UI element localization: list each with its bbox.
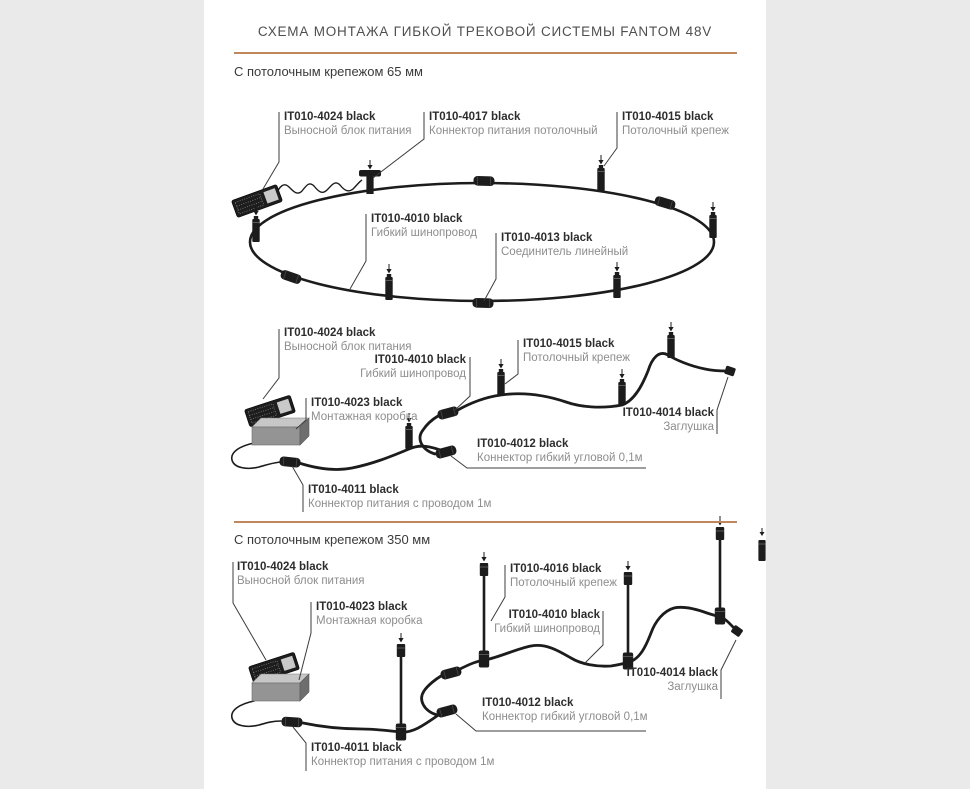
corner-connector-icon [440,666,463,681]
mounting-box-icon [252,674,309,701]
label-d2-power-connector: IT010-4011 black Коннектор питания с проводом 1м [308,484,492,510]
label-d1-track: IT010-4010 black Гибкий шинопровод [371,213,477,239]
linear-connector-icon [473,176,494,186]
divider-line [234,52,737,54]
ceiling-mount-icon [597,155,604,191]
power-connector-icon [281,716,303,727]
ceiling-rod-icon [396,633,406,741]
divider-line [234,521,737,523]
section-title-65mm: С потолочным крепежом 65 мм [234,64,423,79]
ceiling-mount-icon [613,262,620,298]
ceiling-mount-icon [709,202,716,238]
mounting-box-icon [252,418,309,445]
ceiling-mount-icon [667,322,674,358]
label-d3-track: IT010-4010 black Гибкий шинопровод [494,609,600,635]
ceiling-rod-icon [715,516,725,625]
label-d3-power-connector: IT010-4011 black Коннектор питания с проводом 1м [311,742,495,768]
label-d2-mounting-box: IT010-4023 black Монтажная коробка [311,397,418,423]
corner-connector-icon [436,704,459,719]
label-d3-ceiling-mount: IT010-4016 black Потолочный крепеж [510,563,617,589]
label-d2-track: IT010-4010 black Гибкий шинопровод [360,354,466,380]
ceiling-mount-icon [497,359,504,395]
label-d3-end-cap: IT010-4014 black Заглушка [626,667,718,693]
end-cap-icon [724,365,736,376]
label-d1-psu: IT010-4024 black Выносной блок питания [284,111,412,137]
corner-connector-icon [437,406,460,421]
corner-connector-icon [435,445,458,460]
diagram-ring-65mm [231,112,716,308]
label-d2-corner-connector: IT010-4012 black Коннектор гибкий угловой 0,1м [477,438,643,464]
ceiling-mount-icon [385,264,392,300]
loose-mount-icon [758,528,765,561]
label-d2-ceiling-mount: IT010-4015 black Потолочный крепеж [523,338,630,364]
page-title: СХЕМА МОНТАЖА ГИБКОЙ ТРЕКОВОЙ СИСТЕМЫ FANTOM 48V [257,24,713,39]
label-d1-linear-connector: IT010-4013 black Соединитель линейный [501,232,629,258]
linear-connector-icon [280,269,303,285]
ceiling-rod-icon [623,561,633,670]
linear-connector-icon [472,298,493,308]
linear-connector-icon [654,195,677,210]
label-d3-psu: IT010-4024 black Выносной блок питания [237,561,365,587]
label-d2-psu: IT010-4024 black Выносной блок питания [284,327,412,353]
ceiling-mount-icon [618,369,625,405]
label-d3-mounting-box: IT010-4023 black Монтажная коробка [316,601,423,627]
power-connector-icon [279,456,301,468]
label-d1-ceiling-connector: IT010-4017 black Коннектор питания потолочный [429,111,598,137]
label-d2-end-cap: IT010-4014 black Заглушка [622,407,714,433]
label-d3-corner-connector: IT010-4012 black Коннектор гибкий угловой 0,1м [482,697,648,723]
diagram-serpentine-350mm [232,516,766,771]
section-title-350mm: С потолочным крепежом 350 мм [234,532,431,547]
label-d1-ceiling-mount: IT010-4015 black Потолочный крепеж [622,111,729,137]
